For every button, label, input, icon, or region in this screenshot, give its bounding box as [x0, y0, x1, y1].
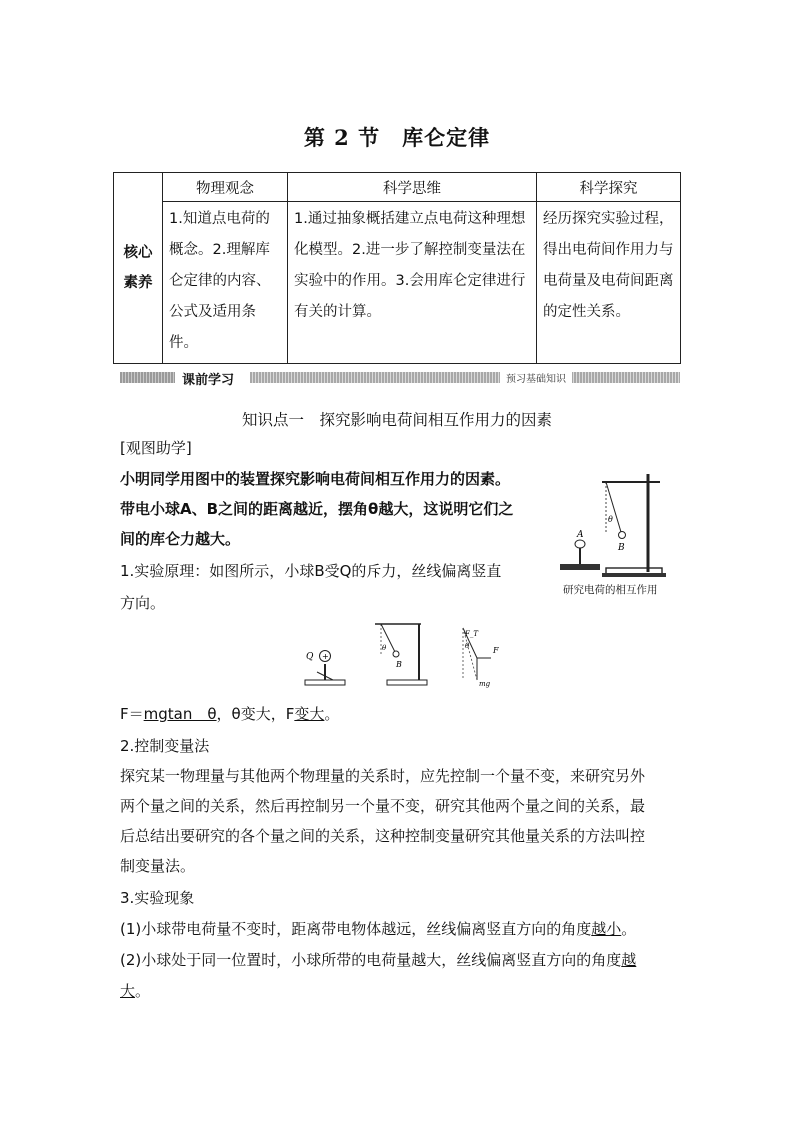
formula-blank-1: mgtan θ	[143, 705, 217, 723]
item3-sub2-line2	[120, 976, 150, 1006]
item2-line-2: 两个量之间的关系，然后再控制另一个量不变，研究其他两个量之间的关系，最	[120, 797, 646, 815]
section-bar-sub: 预习基础知识	[500, 370, 572, 385]
diagram-label-mg: mg	[479, 680, 491, 688]
item2-line-3: 后总结出要研究的各个量之间的关系，这种控制变量研究其他量关系的方法叫控	[120, 827, 646, 845]
item3-sub1-end: 。	[621, 920, 637, 938]
item2-line-4: 制变量法。	[120, 857, 196, 875]
diagram-label-theta-2: θ	[382, 644, 387, 652]
guide-label: [观图助学]	[120, 439, 192, 457]
diagram-label-theta-3: θ	[465, 642, 470, 650]
item3-sub1	[120, 914, 636, 944]
page-title: 第 2 节 库仑定律	[303, 125, 491, 150]
section-bar-label: 课前学习	[182, 373, 235, 388]
item2-line-1: 探究某一物理量与其他两个物理量的关系时，应先控制一个量不变，来研究另外	[120, 767, 646, 785]
item3-sub2-end: 。	[135, 982, 151, 1000]
formula-blank-2: 变大	[294, 705, 325, 723]
intro-line-3: 间的库仑力越大。	[120, 530, 241, 548]
figure-label-A: A	[577, 530, 584, 540]
column-header-scientific-thinking: 科学思维	[288, 173, 537, 202]
formula-end: 。	[324, 705, 340, 723]
intro-line-1: 小明同学用图中的装置探究影响电荷间相互作用力的因素。	[120, 470, 511, 488]
core-literacy-table	[113, 172, 681, 364]
item3-sub2-blank-1: 越	[621, 951, 637, 969]
figure-caption: 研究电荷的相互作用	[563, 584, 658, 596]
diagram-label-B: B	[396, 660, 402, 669]
column-header-physics-concept: 物理观念	[163, 173, 288, 202]
column-header-scientific-inquiry: 科学探究	[537, 173, 681, 202]
item3-sub2-text: (2)小球处于同一位置时，小球所带的电荷量越大，丝线偏离竖直方向的角度	[120, 951, 622, 969]
formula-prefix: F＝	[120, 705, 144, 723]
item3-sub2-blank-2: 大	[120, 982, 136, 1000]
diagram-label-FT: F_T	[465, 630, 479, 638]
intro-line-2: 带电小球A、B之间的距离越近，摆角θ越大，这说明它们之	[120, 500, 514, 518]
knowledge-heading: 知识点一 探究影响电荷间相互作用力的因素	[241, 411, 552, 429]
figure-label-B: B	[618, 543, 625, 553]
table-row-label: 核心素养	[114, 173, 163, 364]
principle-line-2: 方向。	[120, 594, 166, 612]
apparatus-figure	[556, 468, 676, 580]
diagram-label-Q: Q	[306, 652, 314, 662]
principle-line-1: 1.实验原理：如图所示，小球B受Q的斥力，丝线偏离竖直	[120, 562, 502, 580]
cell-scientific-thinking: 1.通过抽象概括建立点电荷这种理想化模型。2.进一步了解控制变量法在实验中的作用。3.会用库仑定律进行有关的计算。	[288, 202, 537, 364]
formula-line	[120, 699, 339, 729]
diagram-plus-sign: +	[322, 652, 329, 661]
item3-sub2-line1	[120, 945, 636, 975]
cell-scientific-inquiry: 经历探究实验过程，得出电荷间作用力与电荷量及电荷间距离的定性关系。	[537, 202, 681, 364]
item2-title: 2.控制变量法	[120, 737, 210, 755]
force-diagrams	[295, 622, 505, 692]
section-bar-right-stripe	[250, 372, 680, 383]
item3-title: 3.实验现象	[120, 889, 195, 907]
item3-sub1-text: (1)小球带电荷量不变时，距离带电物体越远，丝线偏离竖直方向的角度	[120, 920, 592, 938]
section-bar	[120, 370, 680, 388]
formula-mid: ，θ变大，F	[216, 705, 295, 723]
figure-label-theta: θ	[608, 515, 613, 524]
diagram-label-F: F	[493, 646, 499, 655]
item3-sub1-blank: 越小	[591, 920, 622, 938]
section-bar-left-stripe	[120, 372, 175, 383]
cell-physics-concept: 1.知道点电荷的概念。2.理解库仑定律的内容、公式及适用条件。	[163, 202, 288, 364]
